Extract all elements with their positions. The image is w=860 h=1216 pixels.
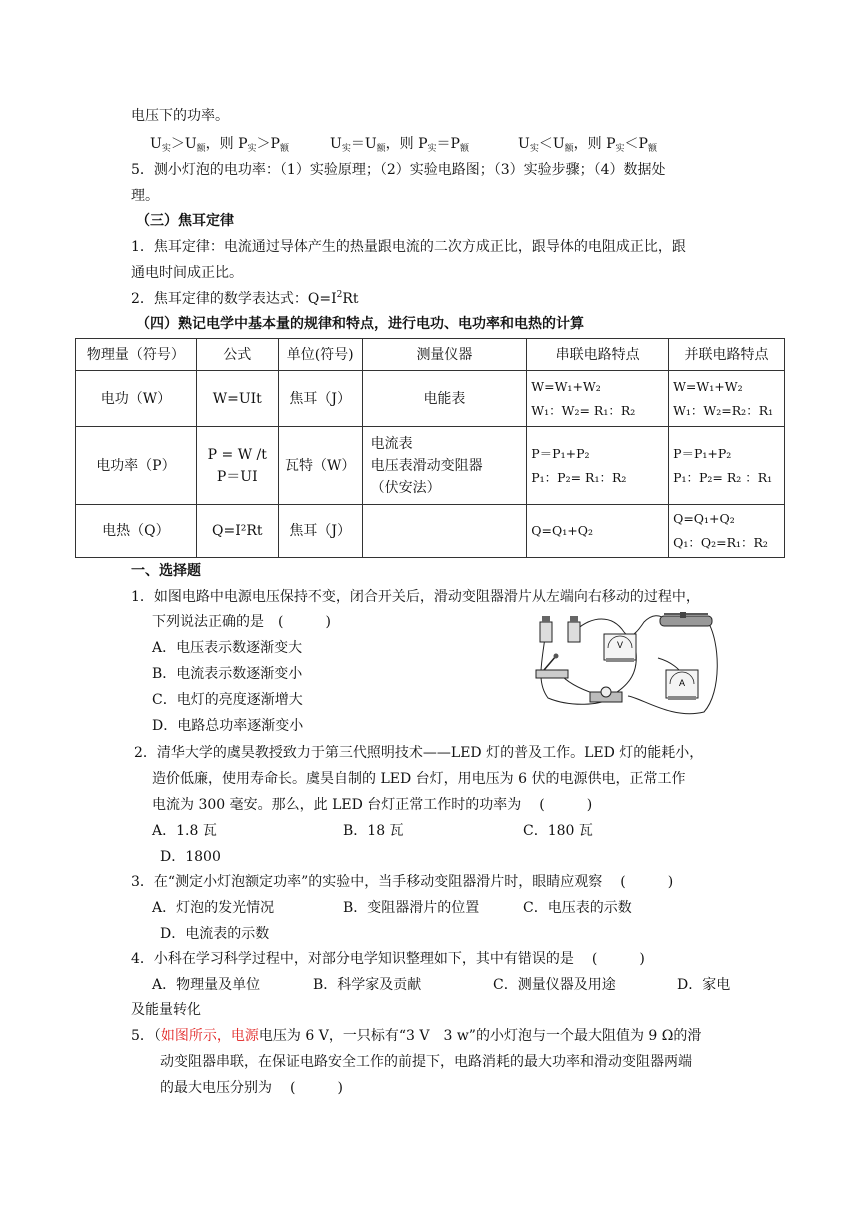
q3-option-c: C．电压表的示数 [523,900,632,916]
q1-option-c: C．电灯的亮度逐渐增大 [152,692,303,708]
header-cell: 物理量（符号） [76,339,197,371]
q2-option-d: D．1800 [160,849,221,865]
q3-option-b: B．变阻器滑片的位置 [343,900,480,916]
table-cell: 电功（W） [76,371,197,427]
cell-line: P＝P₁+P₂ [673,445,732,461]
cell-line: W₁：W₂= R₁：R₂ [531,402,636,418]
header-cell: 公式 [196,339,278,371]
header-cell: 串联电路特点 [527,339,669,371]
table-cell: Q=I²Rt [196,505,278,558]
q5-stem-c: 的最大电压分别为 ( ) [160,1080,343,1096]
cell-line: 电压表滑动变阻器 [370,457,483,474]
cell-line: Q₁：Q₂=R₁：R₂ [673,535,768,550]
q2-stem-c: 电流为 300 毫安。那么，此 LED 台灯正常工作时的功率为 ( ) [152,797,593,813]
table-cell: 电能表 [362,371,527,427]
power-comparison-3: $U_实<U_额$，则 $P_实<P_额$ [518,136,657,154]
table-cell [362,427,527,505]
q4-option-a: A．物理量及单位 [152,977,261,993]
table-cell [196,427,278,505]
cell-line: P₁：P₂= R₂ ：R₁ [673,469,773,485]
q1-option-a: A．电压表示数逐渐变大 [152,640,303,656]
table-cell: 电热（Q） [76,505,197,558]
q2-option-b: B．18 瓦 [343,823,404,839]
q5-stem-a: 5．（如图所示，电源电压为 6 V，一只标有“3 V 3 w”的小灯泡与一个最大阻值为 9 Ω的滑 [131,1028,702,1044]
q2-option-a: A．1.8 瓦 [152,823,217,839]
q4-stem: 4．小科在学习科学过程中，对部分电学知识整理如下，其中有错误的是 ( ) [131,951,645,967]
cell-line: W=W₁+W₂ [531,378,601,394]
power-comparison-2: $U_实=U_额$，则 $P_实=P_额$ [330,136,469,154]
voltmeter-icon [604,634,636,662]
power-comparison-1: $U_实>U_额$，则 $P_实>P_额$ [150,136,289,154]
cell-line: P₁：P₂= R₁：R₂ [531,469,627,485]
cell-line: P＝P₁+P₂ [531,445,590,461]
cell-line: P = W /t [207,446,267,463]
header-cell: 单位(符号) [278,339,362,371]
q3-option-d: D．电流表的示数 [160,926,270,942]
header-cell: 并联电路特点 [669,339,785,371]
circuit-diagram [532,612,724,718]
joule-law-line-a: 1．焦耳定律：电流通过导体产生的热量跟电流的二次方成正比，跟导体的电阻成正比，跟 [131,239,686,255]
table-row [76,505,785,558]
table-cell: 焦耳（J） [278,505,362,558]
q1-stem-a: 1．如图电路中电源电压保持不变，闭合开关后，滑动变阻器滑片从左端向右移动的过程中， [131,589,700,605]
section4-heading: （四）熟记电学中基本量的规律和特点，进行电功、电功率和电热的计算 [136,316,584,332]
table-cell: Q=Q₁+Q₂ [527,505,669,558]
q2-stem-b: 造价低廉，使用寿命长。虞昊自制的 LED 台灯，用电压为 6 伏的电源供电，正常工作 [152,771,686,787]
intro-line: 电压下的功率。 [131,108,229,124]
q4-option-b: B．科学家及贡献 [313,977,422,993]
electric-quantities-table [75,338,785,558]
table-header-row [76,339,785,371]
table-cell [527,427,669,505]
lamp-holder-icon [590,687,622,702]
table-cell: 瓦特（W） [278,427,362,505]
table-cell [669,371,785,427]
section3-heading: （三）焦耳定律 [136,213,234,229]
table-cell [527,371,669,427]
joule-law-formula: 2．焦耳定律的数学表达式：$Q=I^2Rt$ [131,290,359,307]
joule-law-line-b: 通电时间成正比。 [131,265,243,281]
q2-option-c: C．180 瓦 [523,823,593,839]
q2-stem-a: 2．清华大学的虞昊教授致力于第三代照明技术——LED 灯的普及工作。LED 灯的能耗小， [134,745,704,761]
rheostat-icon [660,612,712,626]
cell-line: （伏安法） [370,479,441,496]
table-cell [669,505,785,558]
q4-option-d: D．家电 [677,977,731,993]
q5-red-text: 如图所示，电源 [160,1028,259,1044]
item5-line-b: 理。 [131,188,159,204]
table-cell: 焦耳（J） [278,371,362,427]
voltmeter-label: V [616,640,624,650]
cell-line: W=W₁+W₂ [673,378,743,394]
cell-line: W₁：W₂=R₂：R₁ [673,402,774,418]
switch-icon [536,654,568,679]
q4-option-c: C．测量仪器及用途 [493,977,616,993]
table-cell: W=UIt [196,371,278,427]
cell-line: 电流表 [370,435,413,452]
header-cell: 测量仪器 [362,339,527,371]
table-cell [362,505,527,558]
item5-line-a: 5．测小灯泡的电功率：（1）实验原理；（2）实验电路图；（3）实验步骤；（4）数据处 [131,162,666,178]
q4-option-d-tail: 及能量转化 [131,1002,201,1018]
cell-line: Q=Q₁+Q₂ [673,511,735,526]
q1-stem-b: 下列说法正确的是 ( ) [152,614,331,630]
q3-stem: 3．在“测定小灯泡额定功率”的实验中，当手移动变阻器滑片时，眼睛应观察 ( ) [131,874,674,890]
ammeter-icon [666,670,698,700]
q5-stem-b: 动变阻器串联，在保证电路安全工作的前提下，电路消耗的最大功率和滑动变阻器两端 [160,1054,692,1070]
questions-heading: 一、选择题 [131,563,201,579]
table-row [76,371,785,427]
cell-line: P＝UI [216,468,258,485]
table-cell: 电功率（P） [76,427,197,505]
battery-icon [540,616,580,642]
q3-option-a: A．灯泡的发光情况 [152,900,275,916]
table-row [76,427,785,505]
ammeter-label: A [678,678,686,688]
table-cell [669,427,785,505]
q1-option-b: B．电流表示数逐渐变小 [152,666,303,682]
q1-option-d: D．电路总功率逐渐变小 [152,718,304,734]
